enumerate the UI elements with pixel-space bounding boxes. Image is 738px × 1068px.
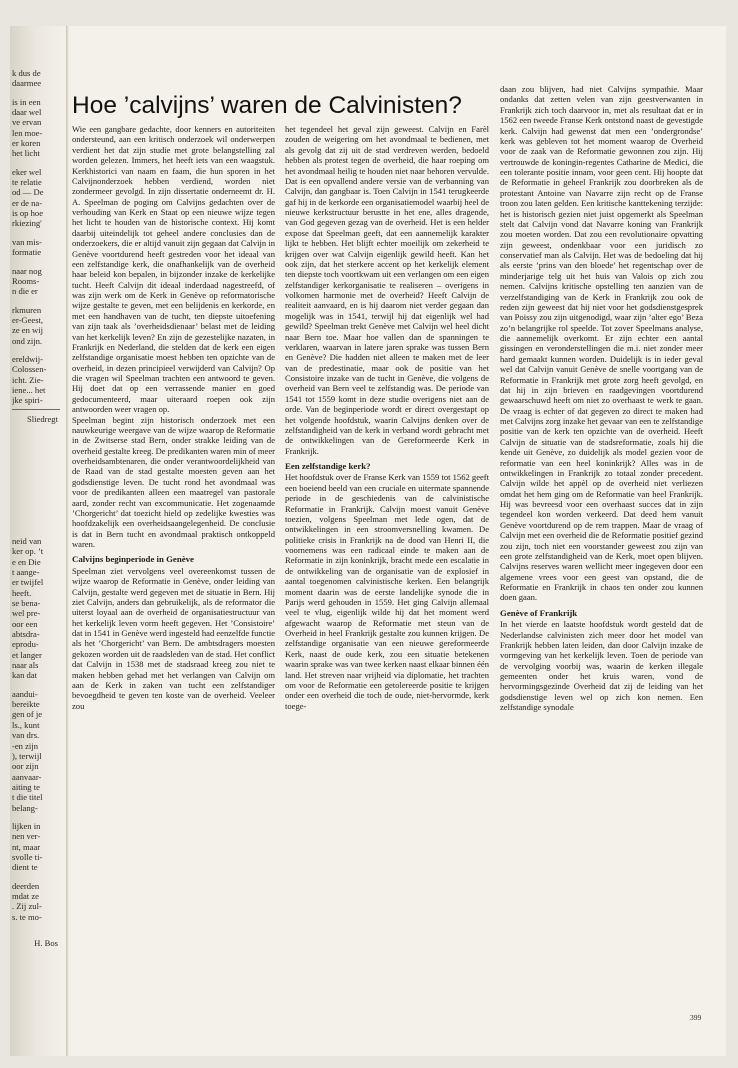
article-column-3 — [500, 84, 703, 713]
margin-line: -en zijn — [12, 740, 39, 751]
margin-line: gen of je — [12, 709, 43, 720]
margin-line: et langer — [12, 649, 42, 660]
margin-line — [12, 89, 64, 97]
paragraph: In het vierde en laatste hoofdstuk wordt gesteld dat de Nederlandse calvinisten zich meer door het model van Frankrijk hebben laten leiden, dan door Calvijn inzake de vormgeving van het kerkelijk leven. Toen de periode van de vervolging voorbij was, waarin de kerken illegale gemeenten onder het kruis waren, vond de hervormingsgezinde Overheid dat zij de leiding van het godsdienstige leven wel op zich kon nemen. Een zelfstandige synodale — [500, 619, 703, 713]
article-title: Hoe ’calvijns’ waren de Calvinisten? — [72, 92, 462, 119]
paragraph: Wie een gangbare gedachte, door kenners en autoriteiten ondersteund, aan een kritisch onderzoek wil onderwerpen verdient het dat zijn studie met grote belangstelling zal worden gelezen. Immers, het heeft iets van een waagstuk. Kerkhistorici van naam en faam, die hun sporen in het Calvijnonderzoek hebben verdiend, worden niet zondermeer gevolgd. In zijn dissertatie onderneemt dr. H. A. Speelman de poging om Calvijns gedachten over de verhouding van Kerk en Staat op een nieuwe wijze tegen het licht te houden van de historische context. Hij komt daarbij uiteindelijk tot geheel andere conclusies dan de onderzoekers, die er altijd vanuit zijn gegaan dat Calvijn in Genève voortdurend heeft gestreden voor het ideaal van een zelfstandige kerk, die onafhankelijk van de overheid haar beleid kon bepalen, in bijzonder inzake de kerkelijke tucht. Heeft Calvijn dit ideaal inderdaad nagestreefd, of was zijn werk om de Kerk in Genève op reformatorische wijze gestalte te geven, met een belijdenis en kerkorde, en met een handhaven van de tucht, ten diepste uitoefening van zijn taak als ’overheidsdienaar’ belast met de leiding van het kerkelijk leven? En zijn de gezestelijke nazaten, in Frankrijk en Nederland, die stelden dat de kerk een eigen zelfstandige organisatie moest hebben ten opzichte van de overheid, in dezen principieel verwijderd van Calvijn? Op die vragen wil Speelman trachten een antwoord te geven. Hij doet dat op een verrassende manier en goed gedocumenteerd, maar uiteraard roepen ook zijn antwoorden weer vragen op. — [72, 124, 275, 415]
margin-line: k dus de — [12, 68, 41, 78]
left-margin-column — [12, 68, 64, 948]
article-column-1 — [72, 124, 275, 711]
section-heading: Calvijns beginperiode in Genève — [72, 554, 194, 565]
margin-line — [12, 873, 64, 881]
margin-line: te relatie — [12, 177, 42, 188]
margin-line: van drs. — [12, 730, 40, 741]
margin-line: naar nog — [12, 265, 42, 276]
margin-line: svolle ti- — [12, 851, 43, 862]
paragraph: Speelman begint zijn historisch onderzoek met een nauwkeurige weergave van de wijze waarop de Reformatie in de Zwitserse stad Bern, onder strakke leiding van de overheid gestalte kreeg. De predikanten waren min of meer overheidsambtenaren, die onder verantwoordelijkheid van de Raad van de stad gestalte moesten geven aan het godsdienstige leven. De tucht rond het avondmaal was voor de predikanten alleen een maatregel van pastorale aard, zonder recht van excommunicatie. Het zogenaamde ’Chorgericht’ dat toezicht hield op zedelijke kwesties was hoofdzakelijk een overheidsaangelegenheid. De conclusie is dat in Bern tucht en avondmaal praktisch ontkoppeld waren. — [72, 414, 275, 549]
margin-line: nen ver- — [12, 831, 41, 842]
section-heading: Een zelfstandige kerk? — [285, 461, 371, 471]
paragraph: Het hoofdstuk over de Franse Kerk van 1559 tot 1562 geeft een boeiend beeld van een cruciale en uitermate spannende periode in de geschiedenis van de calvinistische Reformatie in Frankrijk. Calvijn moest vanuit Genève toezien, volgens Speelman met lede ogen, dat de ontwikkelingen in een stroomversnelling kwamen. De politieke crisis in Frankrijk na de dood van Henri II, die voornemens was een radicaal einde te maken aan de Reformatie in zijn koninkrijk, bracht mede een escalatie in de ontwikkeling van de organisatie van de explosief in aantal toegenomen calvinistische kerken. Een belangrijk moment daarin was de eerste landelijke synode die in Parijs werd gehouden in 1559. Het ging Calvijn allemaal veel te vlug, eigenlijk wilde hij dat het moment werd afgewacht waarop de Reformatie met steun van de Overheid in heel Frankrijk gestalte zou kunnen krijgen. De zelfstandige organisatie van een nieuwe gereformeerde Kerk, naast de oude kerk, zou een situatie betekenen waarin sprake was van twee kerken naast elkaar binnen één land. Het streven naar vrijheid via diplomatie, het trachten om voor de Reformatie een getolereerde positie te krijgen onder een overheid die toch de oude, niet-hervormde, kerk toege- — [285, 472, 489, 711]
margin-signature-top: Sliedregt — [26, 413, 58, 424]
margin-line: daarmee — [12, 78, 42, 89]
margin-line: is op hoe — [12, 208, 44, 219]
article-column-2 — [285, 124, 489, 711]
margin-line: rkiezing' — [12, 218, 42, 229]
margin-line: aanvaar- — [12, 771, 42, 782]
margin-line: daar wel — [12, 107, 42, 118]
margin-line: er koren — [12, 138, 41, 149]
paragraph: daan zou blijven, had niet Calvijns sympathie. Maar ondanks dat zetten velen van zijn geestverwanten in Frankrijk zich toch daarvoor in, met als resultaat dat er in 1562 een tweede Franse Kerk ontstond naast de gevestigde kerk. Calvijn had gewenst dat men een ’ondergrondse’ kerk was gebleven tot het moment waarop de Overheid voor de zaak van de Reformatie gewonnen zou zijn. Hij vertrouwde de koningin-regentes Catharine de Medici, die een tolerante positie innam, voor geen cent. Hij hoopte dat de Reformatie in geheel Frankrijk zou doorbreken als de protestant Antoine van Navarre zijn recht op de Franse troon zou laten gelden. Een kritische kanttekening terzijde: het is historisch gezien niet juist opgemerkt als Speelman stelt dat Calvijn vond dat Navarre koning van Frankrijk zou moeten worden. Dat zou een revolutionaire opvatting zijn geweest, ondenkbaar voor een juridisch zo conservatief man als Calvijn. Het was de bedoeling dat hij als eerste ’prins van den bloede’ het regentschap over de minderjarige telg uit het huis van Valois op zich zou nemen. Calvijns kritische opstelling ten aanzien van de verzelfstandiging van de Kerk in Frankrijk zou ook de reden zijn geweest dat hij niet voor het godsdienstgesprek van Poissy zou zijn uitgenodigd, waar zijn ’alter ego’ Beza zo’n belangrijke rol speelde. Tot zover Speelmans analyse, die aannemelijk overkomt. Er zijn echter een aantal gissingen en veronderstellingen die m.i. niet zonder meer hard gemaakt kunnen worden. Duidelijk is in ieder geval wel dat Calvijn vanuit Genève de snelle voortgang van de Reformatie in Frankrijk met grote zorg heeft gevolgd, en dat hij in zijn brieven en raadgevingen voortdurend gewaarschuwd heeft om niet zo overhaast te werk te gaan. De vraag is echter of dat gegeven zo direct te maken had met Calvijns zorg inzake het gevaar van een te zelfstandige positie van de kerk ten opzichte van de overheid. Heeft Calvijn de situatie van de stadsreformatie, zoals hij die kende uit Genève, zo duidelijk als model gezien voor de reformatie van een heel koninkrijk? Alles was in de ontwikkelingen in Frankrijk zo totaal zonder precedent. Calvijn wilde het appèl op de overheid niet verliezen omdat het hem ging om de Reformatie van heel Frankrijk. Hij was bevreesd voor een overhaast succes dat in zijn tegendeel kon worden verkeerd. Dat deed hem vanuit Genève voortdurend op de rem trappen. Maar de vraag of Calvijn met een overheid die de Reformatie positief gezind zou zijn, toch niet een voorstander geweest zou zijn van een grote zelfstandigheid van de Kerk, moet open blijven. Calvijns reserves waren wellicht meer ingegeven door een algemene vrees voor een geest van opstand, die de Reformatie en Frankrijk in chaos ten onder zou kunnen doen gaan. — [500, 84, 703, 603]
margin-divider — [12, 409, 60, 410]
margin-line: ), terwijl — [12, 750, 42, 761]
margin-signature-bottom: H. Bos — [34, 938, 58, 948]
margin-line: se bena- — [12, 598, 41, 609]
margin-line: bereikte — [12, 699, 40, 710]
paragraph: Speelman ziet vervolgens veel overeenkomst tussen de wijze waarop de Reformatie in Genève, onder leiding van Calvijn, gestalte werd gegeven met de situatie in Bern. Hij ziet Calvijn, anders dan gebruikelijk, als de reformator die uiterst loyaal aan de overheid de organisatiestructuur van het kerkelijk leven vorm heeft gegeven. Het ’Consistoire’ dat in 1541 in Genève werd ingesteld had eenzelfde functie als het ’Chorgericht’ van Bern. De ambtsdragers moesten gekozen worden uit de raadsleden van de stad. Het conflict dat Calvijn in 1538 met de stadsraad kreeg zou niet te maken hebben gehad met het verlangen van Calvijn om aan de Kerk in zaken van tucht een zelfstandiger bevoegdheid te geven ten koste van de overheid. Veeleer zou — [72, 565, 275, 711]
margin-line — [12, 346, 64, 354]
margin-line: ker op. ’t — [12, 546, 44, 557]
margin-line: oor een — [12, 618, 38, 629]
page-fold — [66, 26, 69, 1056]
margin-line: eker wel — [12, 166, 42, 177]
margin-line: oor zijn — [12, 761, 39, 772]
margin-line: t die titel — [12, 792, 43, 803]
margin-line: e en Die — [12, 556, 41, 567]
margin-text-block-bottom — [12, 536, 64, 922]
margin-line: nt, maar — [12, 841, 41, 852]
margin-line: belang- — [12, 802, 38, 813]
margin-line: Colossen- — [12, 364, 47, 375]
section-heading: Genève of Frankrijk — [500, 607, 578, 618]
margin-line: iene... het — [12, 384, 46, 395]
margin-line: dient te — [12, 862, 38, 873]
margin-line: eprodu- — [12, 639, 39, 650]
margin-line: od — De — [12, 187, 44, 198]
margin-line: het licht — [12, 148, 40, 159]
margin-line — [12, 159, 64, 167]
margin-line — [12, 229, 64, 237]
margin-line: . Zij zul- — [12, 901, 42, 912]
margin-line: wel pre- — [12, 608, 41, 619]
margin-line: ond zijn. — [12, 335, 43, 346]
margin-text-block-top — [12, 68, 64, 406]
margin-line: s. te mo- — [12, 911, 42, 922]
margin-line: kan dat — [12, 670, 38, 681]
margin-line: ereldwij- — [12, 353, 44, 364]
margin-line: icht. Zie- — [12, 374, 44, 385]
margin-line: n die er — [12, 286, 38, 297]
margin-line: len moe- — [12, 127, 43, 138]
margin-line: van mis- — [12, 236, 42, 247]
page-number: 399 — [690, 1013, 702, 1022]
margin-line — [12, 813, 64, 821]
margin-line: lijken in — [12, 820, 41, 831]
margin-line: is in een — [12, 96, 41, 107]
margin-line: rkmuren — [12, 304, 42, 315]
margin-line: heeft. — [12, 587, 32, 598]
margin-line: formatie — [12, 247, 42, 258]
margin-line: aandui- — [12, 688, 38, 699]
margin-line — [12, 681, 64, 689]
margin-line: ze en wij — [12, 325, 44, 336]
margin-line: naar als — [12, 660, 39, 671]
margin-line: aiting te — [12, 781, 40, 792]
margin-line — [12, 258, 64, 266]
margin-line: t aange- — [12, 567, 40, 577]
margin-line: neid van — [12, 535, 42, 546]
margin-line: er twijfel — [12, 577, 44, 588]
margin-line: Rooms- — [12, 275, 40, 286]
margin-line — [12, 297, 64, 305]
paragraph: het tegendeel het geval zijn geweest. Calvijn en Farèl zouden de weigering om het avondmaal te bedienen, met als gevolg dat zij uit de stad verdreven werden, bedoeld hebben als protest tegen de overheid, die haar roeping om het avondmaal heilig te houden niet naar behoren vervulde. Dat is een opvallend andere versie van de verbanning van Calvijn, dan gangbaar is. Toen Calvijn in 1541 terugkeerde gaf hij in de kerkorde een organisatiemodel waarbij heel de nieuwe kerkstructuur berustte in het ene, alles dragende, van God gegeven gezag van de overheid. Het is een helder expose dat Speelman geeft, dat een aannemelijk karakter lijkt te hebben. Het blijft echter moeilijk om zekerheid te krijgen over wat Calvijn eigenlijk gewild heeft. Kan het ook zijn, dat het sterkere accent op het kerkelijk element ten diepste toch voortkwam uit een verlangen om een eigen zelfstandiger kerkorganisatie te realiseren – overigens in volkomen harmonie met de overheid? Heeft Calvijn de realiteit aanvaard, en is hij daarom niet verder gegaan dan mogelijk was in 1541, terwijl hij dat eigenlijk wel had gewild? Speelman trekt Genève met Calvijn wel heel dicht naar Bern toe. Maar hoe vallen dan de spanningen te verklaren, waarvan in latere jaren sprake was tussen Bern en Genève? Die hadden niet alleen te maken met de leer van de predestinatie, maar ook de positie van het Consistoire inzake van de tucht in Genève, die volgens de overheid van Bern veel te zelfstandig was. De periode van 1541 tot 1559 komt in deze studie overigens niet aan de orde. Van de beginperiode wordt er direct overgestapt op het volgende hoofdstuk, waarin Calvijns denken over de zelfstandigheid van de kerk in verband wordt gebracht met de ontwikkelingen van de Gereformeerde Kerk in Frankrijk. — [285, 124, 489, 456]
margin-line: ls., kunt — [12, 719, 40, 730]
margin-line: er-Geest, — [12, 314, 44, 325]
margin-line: ve ervan — [12, 117, 42, 128]
margin-line: deerden — [12, 880, 40, 891]
margin-line: er de na- — [12, 197, 43, 208]
margin-line: abtsdra- — [12, 629, 40, 640]
margin-line: mdat ze — [12, 890, 39, 901]
margin-line: jke spiri- — [12, 395, 43, 406]
